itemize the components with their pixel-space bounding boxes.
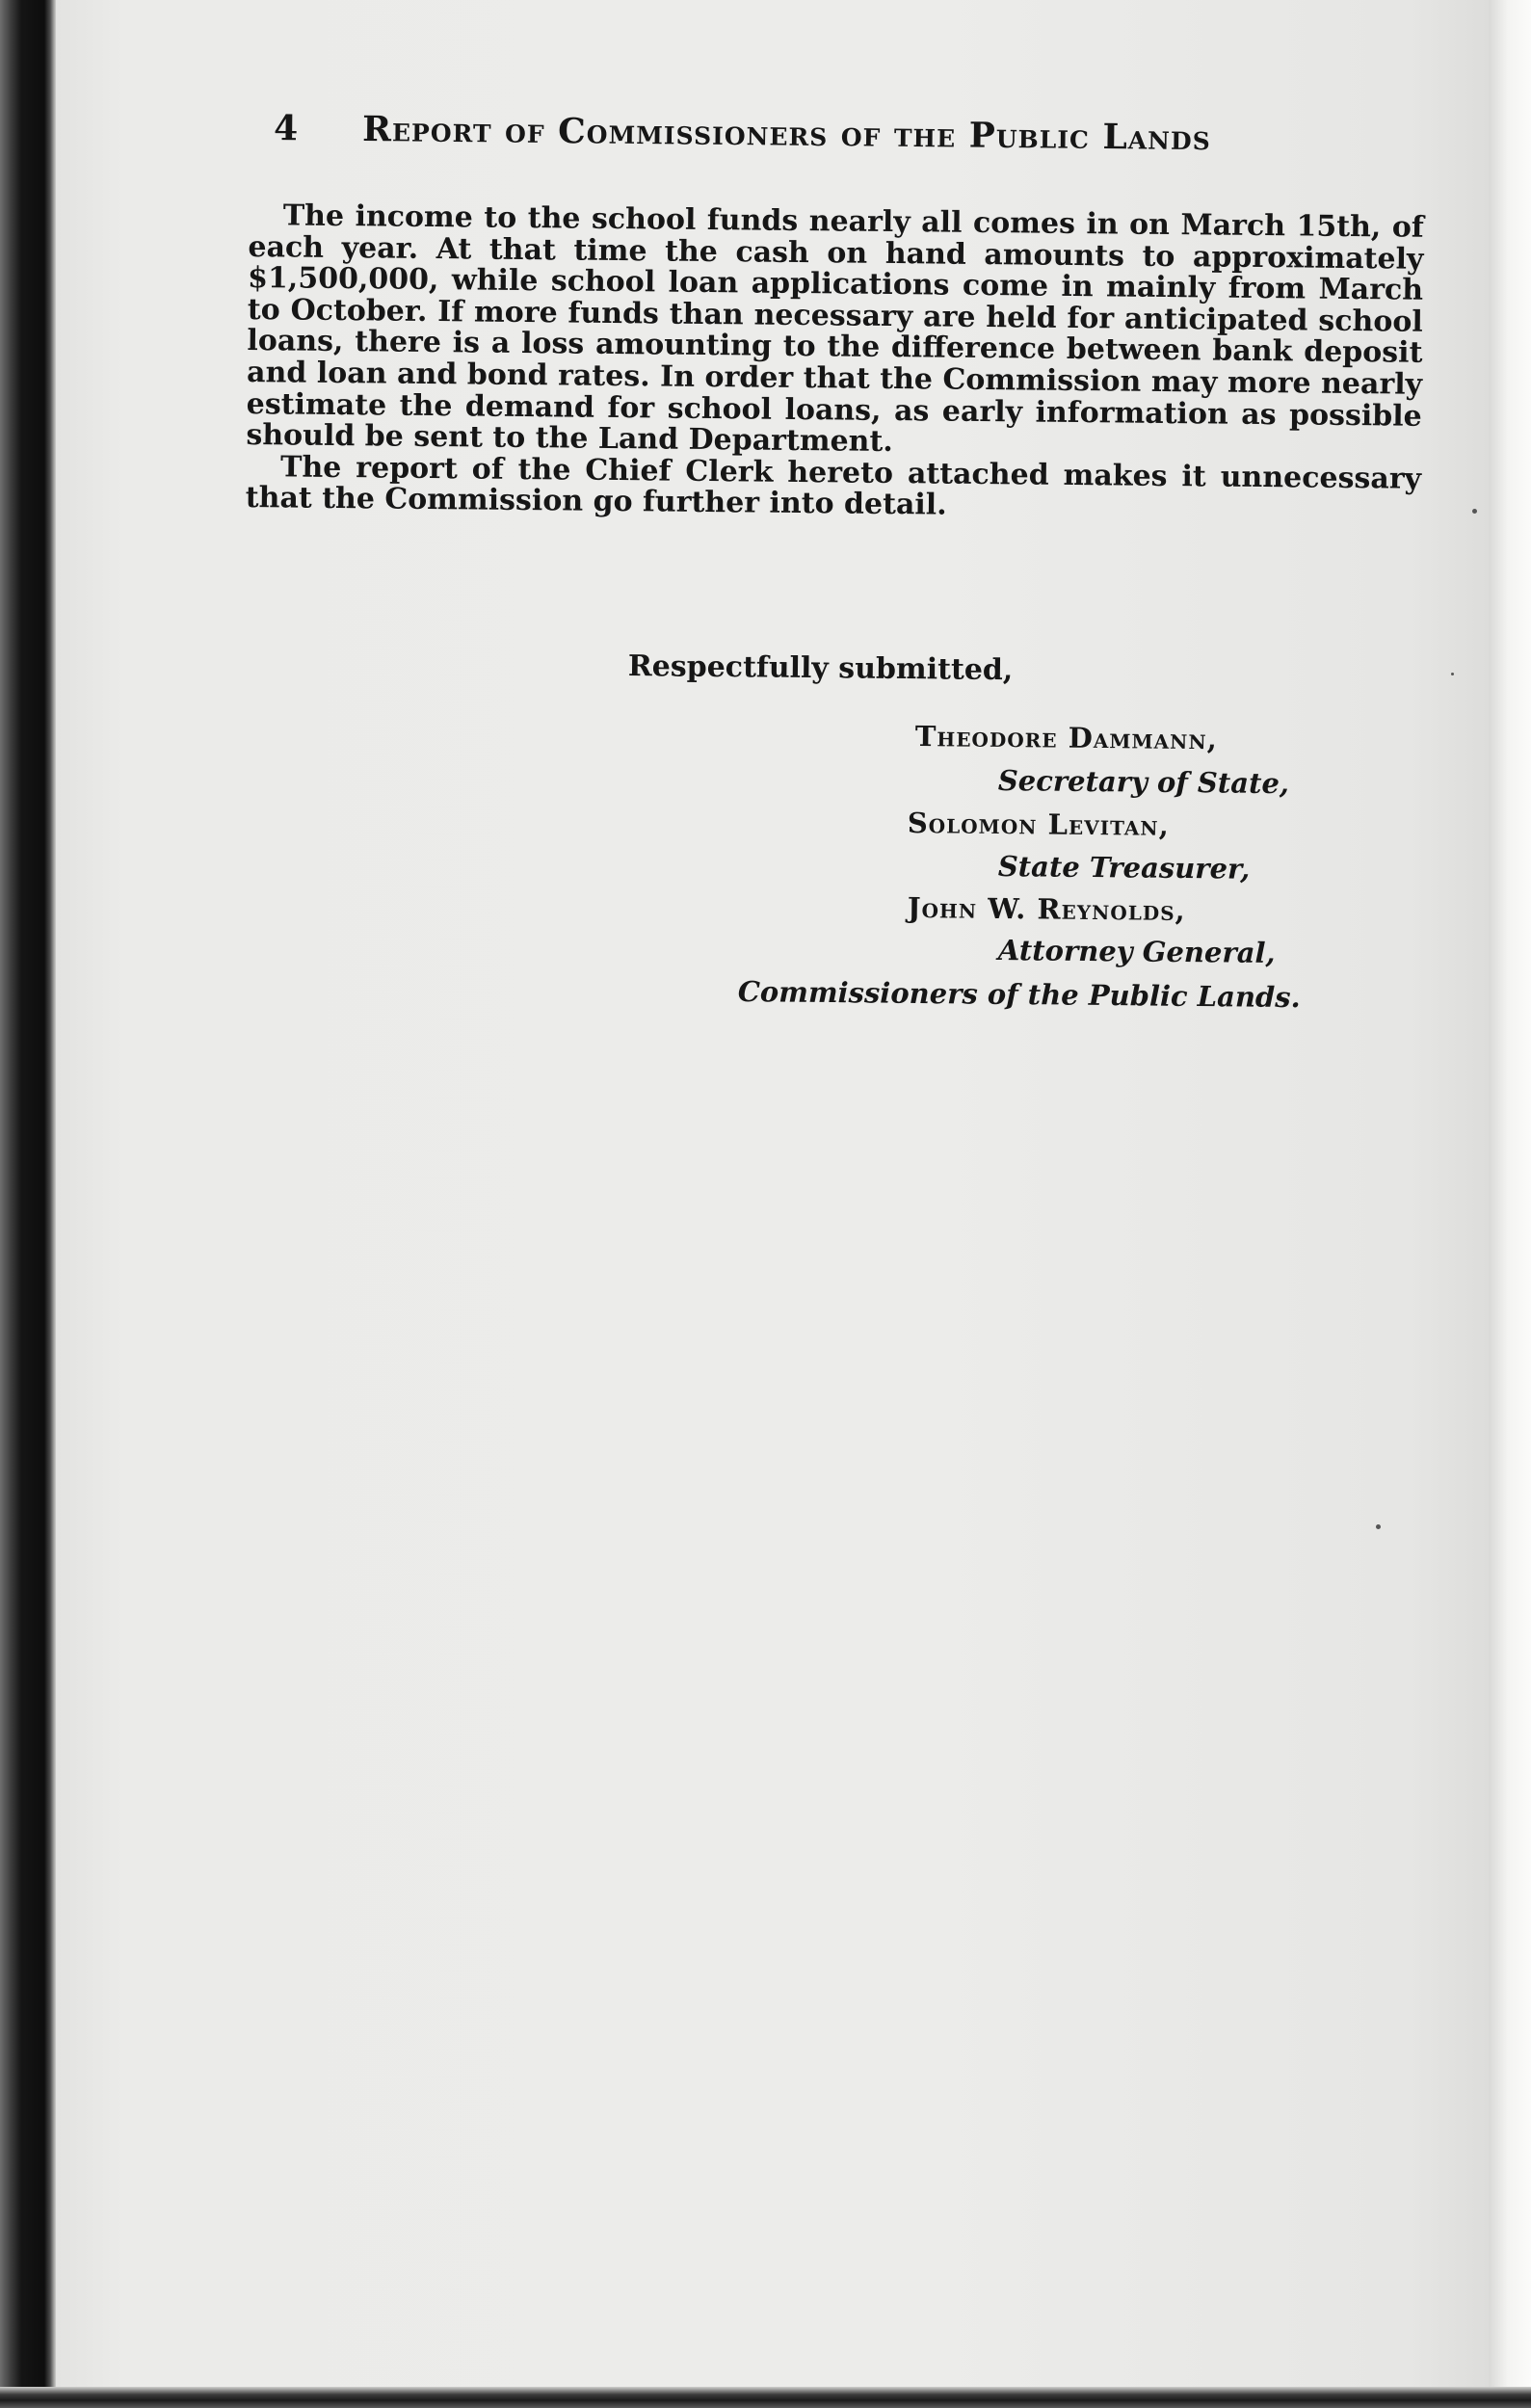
paper-speck <box>1472 509 1477 514</box>
page-edge <box>1489 0 1531 2408</box>
signatory-name: John W. Reynolds, <box>907 891 1186 928</box>
signatory-title: State Treasurer, <box>997 850 1251 886</box>
running-head: Report of Commissioners of the Public Lands <box>361 108 1211 159</box>
signatory-title: Secretary of State, <box>997 764 1290 801</box>
page-header <box>274 108 1340 173</box>
signatory-name: Theodore Dammann, <box>914 720 1218 756</box>
signatory-title: Attorney General, <box>997 934 1276 970</box>
paper-speck <box>1451 673 1454 675</box>
binding-edge <box>0 0 56 2408</box>
paragraph: The income to the school funds nearly all comes in on March 15th, of each year. At that time the cash on hand amounts to approximately $1,500,000, while school loan applications come in mainly from March to October. If more funds than necessary are held for anticipated school loans, there is a loss amounting to the difference between bank deposit and loan and bond rates. In order that the Commission may more nearly estimate the demand for school loans, as early information as possible should be sent to the Land Department. <box>246 198 1424 460</box>
signature-footer: Commissioners of the Public Lands. <box>737 975 1301 1015</box>
paragraph: The report of the Chief Clerk hereto attached makes it unnecessary that the Commission go further into detail. <box>245 450 1422 522</box>
paper-speck <box>1376 1524 1381 1529</box>
bottom-edge <box>0 2387 1531 2408</box>
closing-line: Respectfully submitted, <box>627 649 1014 688</box>
body-text <box>246 200 1424 527</box>
signatory-name: Solomon Levitan, <box>907 807 1170 842</box>
page-number: 4 <box>273 108 299 149</box>
